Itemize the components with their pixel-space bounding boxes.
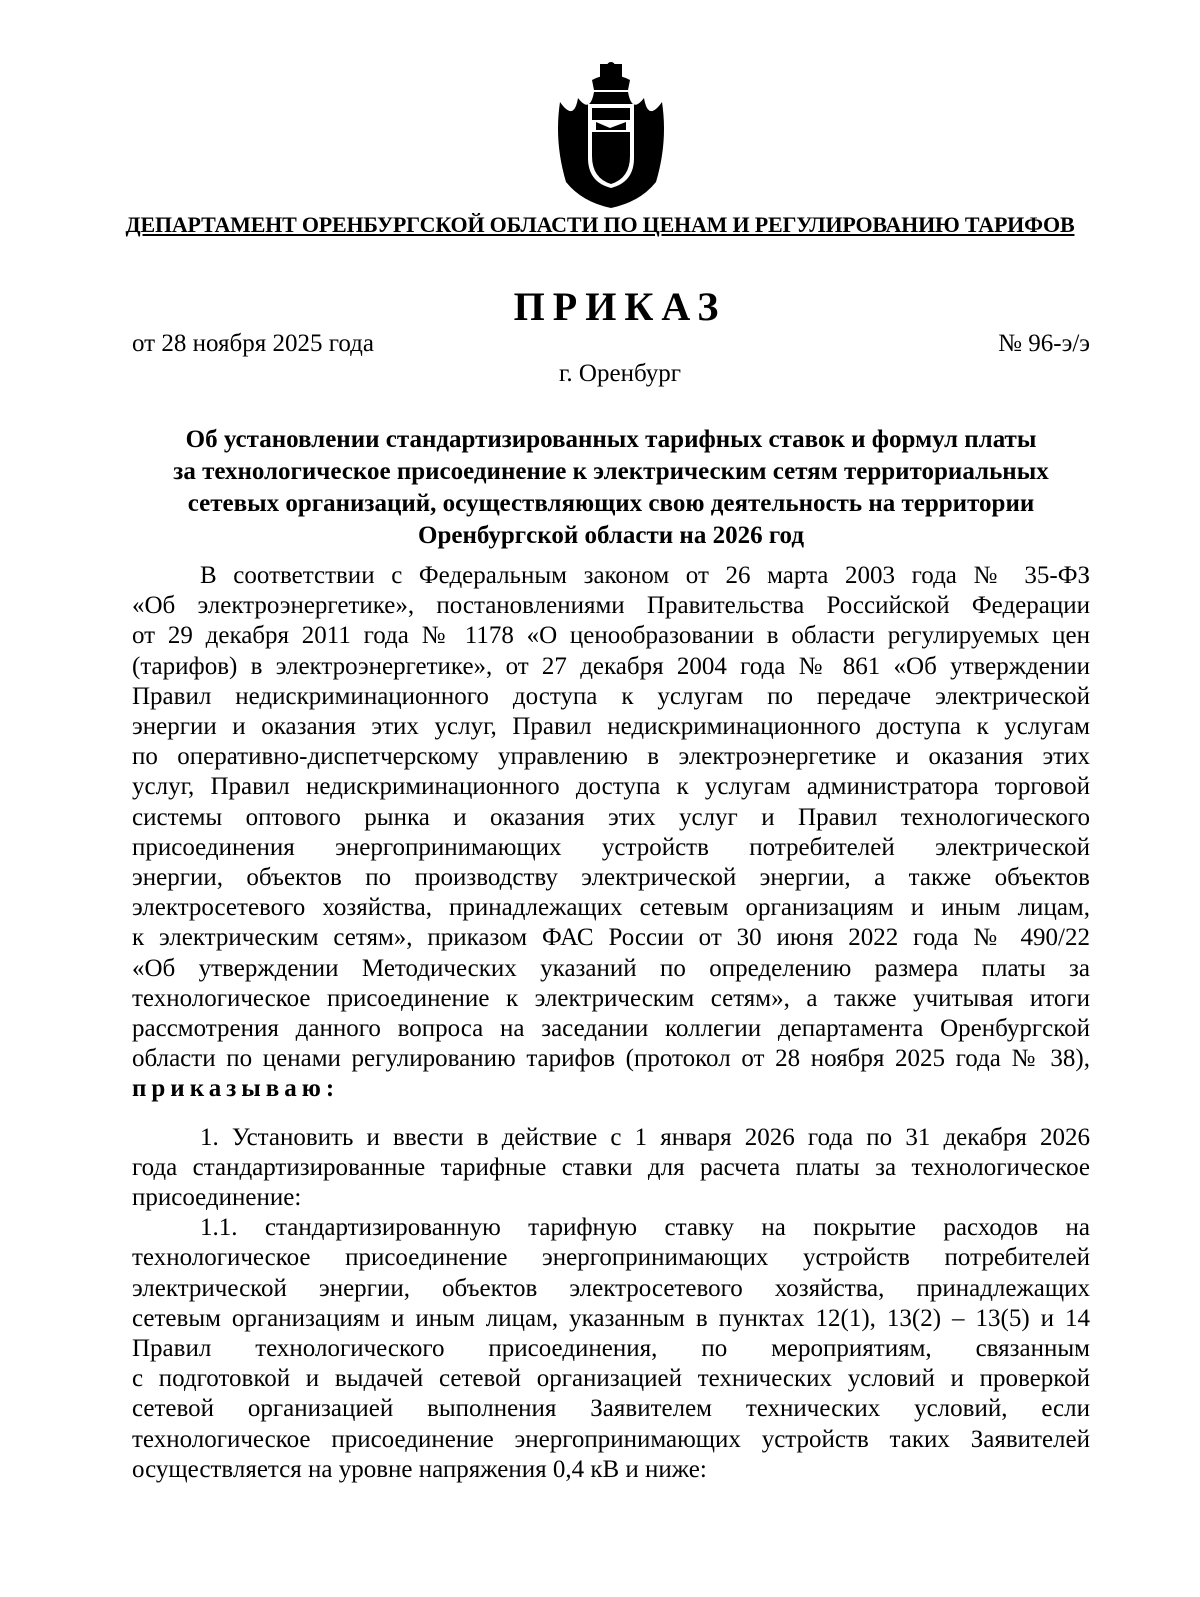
preamble-line: энергии, объектов по производству электрической энергии, а также объектов <box>132 864 1090 892</box>
item-1-line: 1. Установить и ввести в действие с 1 января 2026 года по 31 декабря 2026 <box>200 1123 1090 1151</box>
preamble-line: технологическое присоединение к электрическим сетям», а также учитывая итоги <box>132 984 1090 1012</box>
preamble-line: (тарифов) в электроэнергетике», от 27 декабря 2004 года № 861 «Об утверждении <box>132 652 1090 680</box>
preamble-line: от 29 декабря 2011 года № 1178 «О ценообразовании в области регулируемых цен <box>132 622 1090 650</box>
preamble-line: присоединения энергопринимающих устройств потребителей электрической <box>132 833 1090 861</box>
preamble-line: системы оптового рынка и оказания этих услуг и Правил технологического <box>132 803 1090 831</box>
preamble-line: рассмотрения данного вопроса на заседании коллегии департамента Оренбургской <box>132 1015 1090 1043</box>
preamble-line: «Об электроэнергетике», постановлениями Правительства Российской Федерации <box>132 592 1090 620</box>
order-body <box>132 561 1090 1485</box>
order-city: г. Оренбург <box>559 360 681 387</box>
order-verb: приказываю: <box>132 1075 340 1103</box>
order-number: № 96-э/э <box>998 330 1090 357</box>
item-1-1-line: технологическое присоединение энергопринимающих устройств таких Заявителей <box>132 1425 1090 1453</box>
heading-line: Об установлении стандартизированных тарифных ставок и формул платы <box>185 426 1037 453</box>
item-1-1-line: 1.1. стандартизированную тарифную ставку на покрытие расходов на <box>200 1214 1090 1242</box>
order-heading <box>132 424 1090 552</box>
item-1-1-line: технологическое присоединение энергопринимающих устройств потребителей <box>132 1244 1090 1272</box>
preamble-line: энергии и оказания этих услуг, Правил недискриминационного доступа к услугам <box>132 713 1090 741</box>
item-1-1-line: сетевой организацией выполнения Заявителем технических условий, если <box>132 1395 1090 1423</box>
preamble-line: «Об утверждении Методических указаний по определению размера платы за <box>132 954 1090 982</box>
heading-line: сетевых организаций, осуществляющих свою деятельность на территории <box>187 490 1035 517</box>
order-date: от 28 ноября 2025 года <box>132 330 374 357</box>
preamble-line: области по ценами регулированию тарифов (протокол от 28 ноября 2025 года № 38), <box>132 1045 1090 1073</box>
item-1-line: присоединение: <box>132 1184 302 1212</box>
preamble-line: электросетевого хозяйства, принадлежащих сетевым организациям и иным лицам, <box>132 894 1090 922</box>
heading-line: за технологическое присоединение к электрическим сетям территориальных <box>173 458 1049 485</box>
item-1-1-line: сетевым организациям и иным лицам, указанным в пунктах 12(1), 13(2) – 13(5) и 14 <box>132 1304 1090 1332</box>
item-1-1-line: с подготовкой и выдачей сетевой организацией технических условий и проверкой <box>132 1365 1090 1393</box>
item-1-1-line: Правил технологического присоединения, по мероприятиям, связанным <box>132 1335 1090 1363</box>
item-1-1-line: электрической энергии, объектов электросетевого хозяйства, принадлежащих <box>132 1274 1090 1302</box>
preamble-line: Правил недискриминационного доступа к услугам по передаче электрической <box>132 682 1090 710</box>
preamble-line: по оперативно-диспетчерскому управлению в электроэнергетике и оказания этих <box>132 743 1090 771</box>
coat-of-arms-orenburg-icon <box>552 62 670 210</box>
department-name: ДЕПАРТАМЕНТ ОРЕНБУРГСКОЙ ОБЛАСТИ ПО ЦЕНАМ И РЕГУЛИРОВАНИЮ ТАРИФОВ <box>125 212 1075 237</box>
heading-line: Оренбургской области на 2026 год <box>418 522 804 549</box>
item-1-1-line: осуществляется на уровне напряжения 0,4 кВ и ниже: <box>132 1455 707 1483</box>
item-1-line: года стандартизированные тарифные ставки для расчета платы за технологическое <box>132 1153 1090 1181</box>
preamble-line: В соответствии с Федеральным законом от 26 марта 2003 года № 35-ФЗ <box>200 562 1090 589</box>
preamble-line: услуг, Правил недискриминационного доступа к услугам администратора торговой <box>132 773 1090 801</box>
preamble-line: к электрическим сетям», приказом ФАС России от 30 июня 2022 года № 490/22 <box>132 924 1090 952</box>
document-type: ПРИКАЗ <box>513 284 727 329</box>
